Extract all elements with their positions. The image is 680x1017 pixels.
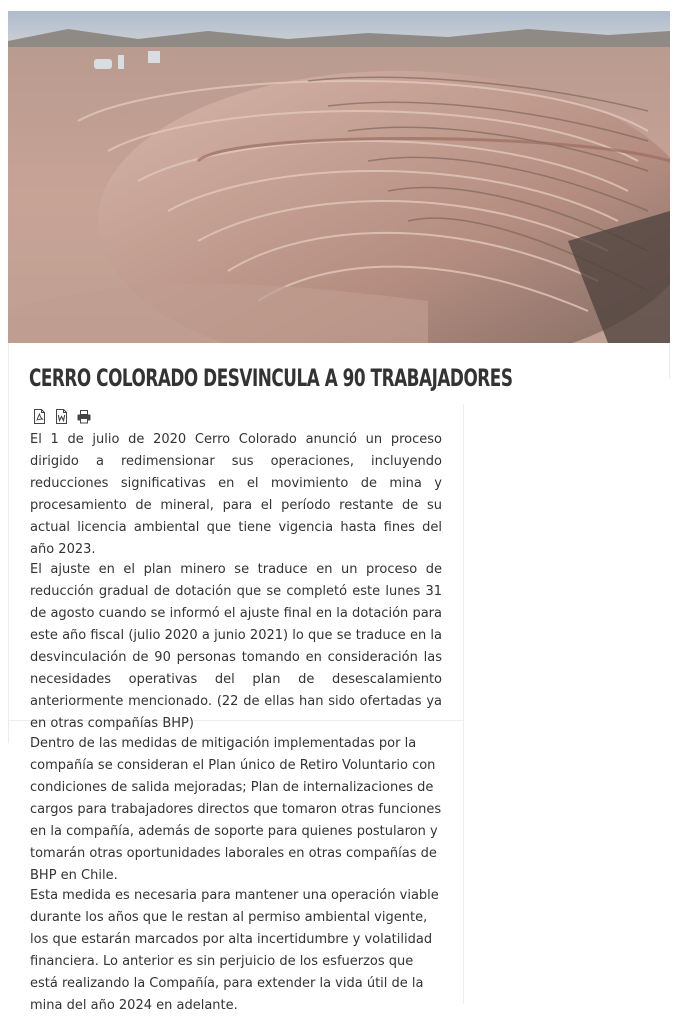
article-tools — [33, 409, 90, 424]
article-image — [8, 11, 670, 343]
column-divider — [463, 404, 464, 1004]
card-border-right — [669, 343, 670, 379]
article-paragraph-4: Esta medida es necesaria para mantener una operación viable durante los años que le restan al permiso ambiental vigente, los que estarán marcados por alta incertidumbre y volatilidad financiera. Lo anterior es sin perjuicio de los esfuerzos que está realizando la Compañía, para extender la vida útil de la mina del año 2024 en adelante. — [30, 888, 439, 1013]
article-paragraph-2: El ajuste en el plan minero se traduce en un proceso de reducción gradual de dotación que se completó este lunes 31 de agosto cuando se informó el ajuste final en la dotación para este año fiscal (julio 2020 a junio 2021) lo que se traduce en la desvinculación de 90 personas tomando en consideración las necesidades operativas del plan de desescalamiento anteriormente mencionado. (22 de ellas han sido ofertadas ya en otras compañías BHP) — [30, 562, 442, 731]
top-spacer — [0, 0, 680, 10]
article-title: CERRO COLORADO DESVINCULA A 90 TRABAJADORES — [29, 364, 513, 392]
article-paragraph-1: El 1 de julio de 2020 Cerro Colorado anunció un proceso dirigido a redimensionar sus operaciones, incluyendo reducciones significativas en el movimiento de mina y procesamiento de mineral, para el período restante de su actual licencia ambiental que tiene vigencia hasta fines del año 2023. — [30, 432, 442, 557]
card-border-left — [8, 343, 9, 743]
article-paragraph-3: Dentro de las medidas de mitigación implementadas por la compañía se consideran el Plan único de Retiro Voluntario con condiciones de salida mejoradas; Plan de internalizaciones de cargos para trabajadores directos que tomaron otras funciones en la compañía, además de soporte para quienes postularon y tomarán otras oportunidades laborales en otras compañías de BHP en Chile. — [30, 736, 442, 883]
word-icon[interactable] — [55, 409, 68, 424]
print-icon[interactable] — [77, 409, 90, 424]
pdf-icon[interactable] — [33, 409, 46, 424]
